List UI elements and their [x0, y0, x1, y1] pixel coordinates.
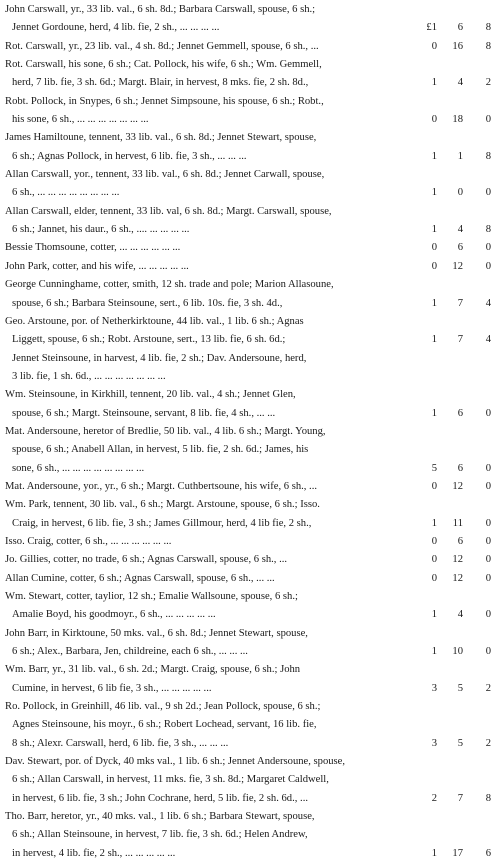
amount-pounds: 5: [431, 462, 437, 474]
entry-amount: [413, 643, 497, 661]
entry-text: Wm. Park, tennent, 30 lib. val., 6 sh.; Margt. Arstoune, spouse, 6 sh.; Isso.: [5, 499, 320, 511]
entry-text-continuation: herd, 7 lib. fie, 3 sh. 6d.; Margt. Blair, in hervest, 8 mks. fie, 2 sh. 8d.,: [12, 77, 309, 89]
amount-pence: 0: [485, 242, 491, 254]
ledger-entry: [0, 239, 500, 257]
amount-pounds: 3: [431, 737, 437, 749]
entry-text-continuation: his sone, 6 sh., ... ... ... ... ... ... ...: [12, 114, 149, 126]
amount-shillings: 18: [452, 114, 463, 126]
entry-text-continuation: 8 sh.; Alexr. Carswall, herd, 6 lib. fie, 3 sh., ... ... ...: [12, 737, 229, 749]
amount-pence: 0: [485, 114, 491, 126]
amount-pence: 4: [485, 297, 491, 309]
amount-pounds: 1: [431, 517, 437, 529]
entry-text-continuation: 6 sh.; Allan Carswall, in hervest, 11 mks. fie, 3 sh. 8d.; Margaret Caldwell,: [12, 774, 329, 786]
entry-text-continuation: spouse, 6 sh.; Margt. Steinsoune, servant, 8 lib. fie, 4 sh., ... ...: [12, 407, 276, 419]
entry-amount: [413, 551, 497, 569]
amount-shillings: 7: [457, 792, 463, 804]
amount-pounds: 1: [431, 77, 437, 89]
ledger-entry: [0, 625, 500, 662]
ledger-entry: [0, 38, 500, 56]
amount-pence: 2: [485, 77, 491, 89]
ledger-entry: [0, 588, 500, 625]
entry-amount: [413, 295, 497, 313]
amount-shillings: 5: [457, 737, 463, 749]
entry-amount: [413, 221, 497, 239]
entry-text: Jo. Gillies, cotter, no trade, 6 sh.; Agnas Carswall, spouse, 6 sh., ...: [5, 554, 288, 566]
entry-text: Rot. Carswall, yr., 23 lib. val., 4 sh. 8d.; Jennet Gemmell, spouse, 6 sh., ...: [5, 40, 319, 52]
amount-pounds: 0: [431, 40, 437, 52]
amount-pounds: 1: [431, 407, 437, 419]
amount-shillings: 6: [457, 462, 463, 474]
amount-pounds: 0: [431, 480, 437, 492]
entry-text-continuation: 6 sh.; Alex., Barbara, Jen, childreine, each 6 sh., ... ... ...: [12, 646, 248, 658]
entry-text: Wm. Barr, yr., 31 lib. val., 6 sh. 2d.; Margt. Craig, spouse, 6 sh.; John: [5, 664, 301, 676]
amount-pounds: £1: [426, 22, 437, 34]
ledger-entry: [0, 56, 500, 93]
amount-pounds: 1: [431, 847, 437, 859]
entry-text: John Park, cotter, and his wife, ... ... ... ... ...: [5, 260, 189, 272]
entry-amount: [413, 533, 497, 551]
ledger-entry: [0, 533, 500, 551]
entry-text-continuation: Craig, in hervest, 6 lib. fie, 3 sh.; James Gillmour, herd, 4 lib fie, 2 sh.,: [12, 517, 312, 529]
entry-text: Mat. Andersoune, heretor of Bredlie, 50 lib. val., 4 lib. 6 sh.; Margt. Young,: [5, 425, 326, 437]
amount-shillings: 12: [452, 480, 463, 492]
entry-text-continuation: sone, 6 sh., ... ... ... ... ... ... ... ...: [12, 462, 145, 474]
amount-pence: 8: [485, 22, 491, 34]
amount-pence: 8: [485, 150, 491, 162]
amount-pence: 8: [485, 224, 491, 236]
entry-text: Wm. Stewart, cotter, taylior, 12 sh.; Emalie Wallsoune, spouse, 6 sh.;: [5, 591, 298, 602]
amount-pounds: 2: [431, 792, 437, 804]
entry-text-continuation: Cumine, in hervest, 6 lib fie, 3 sh., ... ... ... ... ...: [12, 682, 212, 694]
amount-pounds: 0: [431, 572, 437, 584]
entry-amount: [413, 405, 497, 423]
entry-amount: [413, 478, 497, 496]
entry-amount: [413, 19, 497, 37]
ledger-entry: [0, 808, 500, 863]
amount-pence: 0: [485, 517, 491, 529]
entry-text: Bessie Thomsoune, cotter, ... ... ... ... ... ...: [5, 242, 181, 254]
entry-amount: [413, 845, 497, 863]
amount-pounds: 1: [431, 187, 437, 199]
amount-shillings: 6: [457, 535, 463, 547]
entry-text: Mat. Andersoune, yor., yr., 6 sh.; Margt. Cuthbertsoune, his wife, 6 sh., ...: [5, 480, 318, 492]
amount-shillings: 12: [452, 572, 463, 584]
entry-text-continuation: in hervest, 6 lib. fie, 3 sh.; John Cochrane, herd, 5 lib. fie, 2 sh. 6d., ...: [12, 792, 308, 804]
amount-pounds: 3: [431, 682, 437, 694]
amount-shillings: 6: [457, 407, 463, 419]
amount-pounds: 0: [431, 554, 437, 566]
amount-pounds: 0: [431, 242, 437, 254]
amount-pence: 0: [485, 480, 491, 492]
entry-amount: [413, 790, 497, 808]
entry-text-continuation: 6 sh.; Allan Steinsoune, in hervest, 7 lib. fie, 3 sh. 6d.; Helen Andrew,: [12, 829, 308, 841]
entry-text-continuation: in hervest, 4 lib. fie, 2 sh., ... ... ... ... ...: [12, 847, 176, 859]
amount-shillings: 4: [457, 609, 463, 621]
entry-text: Tho. Barr, heretor, yr., 40 mks. val., 1 lib. 6 sh.; Barbara Stewart, spouse,: [5, 811, 315, 823]
entry-text-continuation: Jennet Gordoune, herd, 4 lib. fie, 2 sh., ... ... ... ...: [12, 22, 220, 34]
amount-pounds: 0: [431, 114, 437, 126]
amount-pence: 0: [485, 187, 491, 199]
ledger-entry: [0, 698, 500, 753]
entry-text-continuation: 6 sh.; Jannet, his daur., 6 sh., .... ... ... ... ...: [12, 224, 190, 236]
ledger-entry: [0, 129, 500, 166]
amount-pence: 0: [485, 535, 491, 547]
amount-pence: 2: [485, 682, 491, 694]
entry-amount: [413, 606, 497, 624]
amount-shillings: 5: [457, 682, 463, 694]
amount-pounds: 0: [431, 260, 437, 272]
entry-text: Robt. Pollock, in Snypes, 6 sh.; Jennet Simpsoune, his spouse, 6 sh.; Robt.,: [5, 95, 324, 107]
ledger-entry: [0, 423, 500, 478]
amount-shillings: 12: [452, 554, 463, 566]
ledger-entry: [0, 313, 500, 386]
entry-text-continuation: Liggett, spouse, 6 sh.; Robt. Arstoune, sert., 13 lib. fie, 6 sh. 6d.;: [12, 334, 286, 346]
amount-pence: 8: [485, 40, 491, 52]
entry-amount: [413, 148, 497, 166]
ledger-entry: [0, 166, 500, 203]
entry-text: Geo. Arstoune, por. of Netherkirktoune, 44 lib. val., 1 lib. 6 sh.; Agnas: [5, 315, 304, 327]
entry-amount: [413, 239, 497, 257]
ledger-entry: [0, 753, 500, 808]
entry-text-continuation: Jennet Steinsoune, in harvest, 4 lib. fie, 2 sh.; Dav. Andersoune, herd,: [12, 352, 307, 364]
entry-amount: [413, 38, 497, 56]
entry-text: Allan Carswall, elder, tennent, 33 lib. val, 6 sh. 8d.; Margt. Carswall, spouse,: [5, 205, 332, 217]
amount-pounds: 1: [431, 334, 437, 346]
amount-shillings: 12: [452, 260, 463, 272]
amount-pence: 0: [485, 407, 491, 419]
entry-text: Dav. Stewart, por. of Dyck, 40 mks val., 1 lib. 6 sh.; Jennet Andersoune, spouse,: [5, 756, 346, 768]
entry-text-continuation: 6 sh., ... ... ... ... ... ... ... ...: [12, 187, 120, 199]
entry-text-continuation: Agnes Steinsoune, his moyr., 6 sh.; Robert Lochead, servant, 16 lib. fie,: [12, 719, 317, 731]
entry-amount: [413, 515, 497, 533]
entry-text-continuation: spouse, 6 sh.; Barbara Steinsoune, sert., 6 lib. 10s. fie, 3 sh. 4d.,: [12, 297, 283, 309]
amount-shillings: 1: [457, 150, 463, 162]
entry-text-continuation: spouse, 6 sh.; Anabell Allan, in hervest, 5 lib. fie, 2 sh. 6d.; James, his: [12, 444, 309, 456]
entry-amount: [413, 570, 497, 588]
entry-text: John Barr, in Kirktoune, 50 mks. val., 6 sh. 8d.; Jennet Stewart, spouse,: [5, 627, 308, 639]
entry-text-continuation: Amalie Boyd, his goodmoyr., 6 sh., ... ... ... ... ...: [12, 609, 216, 621]
amount-shillings: 6: [457, 242, 463, 254]
ledger-entry: [0, 478, 500, 496]
amount-pence: 0: [485, 554, 491, 566]
ledger-entry: [0, 1, 500, 38]
entry-amount: [413, 111, 497, 129]
entry-amount: [413, 735, 497, 753]
ledger-entry: [0, 203, 500, 240]
amount-pounds: 0: [431, 535, 437, 547]
entry-text: James Hamiltoune, tennent, 33 lib. val., 6 sh. 8d.; Jennet Stewart, spouse,: [5, 132, 317, 144]
entry-amount: [413, 258, 497, 276]
amount-pounds: 1: [431, 646, 437, 658]
amount-pence: 0: [485, 462, 491, 474]
amount-pence: 6: [485, 847, 491, 859]
amount-shillings: 7: [457, 334, 463, 346]
entry-text: Wm. Steinsoune, in Kirkhill, tennent, 20 lib. val., 4 sh.; Jennet Glen,: [5, 389, 296, 401]
amount-pence: 2: [485, 737, 491, 749]
entry-amount: [413, 331, 497, 349]
entry-text: Isso. Craig, cotter, 6 sh., ... ... ... ... ... ...: [5, 535, 172, 547]
entry-text: Allan Carswall, yor., tennent, 33 lib. val., 6 sh. 8d.; Jennet Carwall, spouse,: [5, 169, 325, 181]
entry-amount: [413, 680, 497, 698]
amount-shillings: 16: [452, 40, 463, 52]
amount-pence: 0: [485, 572, 491, 584]
amount-shillings: 7: [457, 297, 463, 309]
amount-shillings: 4: [457, 224, 463, 236]
amount-shillings: 17: [452, 847, 463, 859]
amount-pence: 0: [485, 260, 491, 272]
amount-shillings: 10: [452, 646, 463, 658]
amount-pounds: 1: [431, 150, 437, 162]
entry-text: Rot. Carswall, his sone, 6 sh.; Cat. Pollock, his wife, 6 sh.; Wm. Gemmell,: [5, 59, 322, 71]
ledger-entry: [0, 386, 500, 423]
amount-pence: 8: [485, 792, 491, 804]
entry-text-continuation: 6 sh.; Agnas Pollock, in hervest, 6 lib. fie, 3 sh., ... ... ...: [12, 150, 247, 162]
amount-pounds: 1: [431, 224, 437, 236]
ledger-entry: [0, 258, 500, 276]
entry-amount: [413, 460, 497, 478]
amount-pounds: 1: [431, 297, 437, 309]
amount-pounds: 1: [431, 609, 437, 621]
entry-text: Allan Cumine, cotter, 6 sh.; Agnas Carswall, spouse, 6 sh., ... ...: [5, 572, 275, 584]
amount-shillings: 4: [457, 77, 463, 89]
amount-pence: 0: [485, 646, 491, 658]
ledger-entry: [0, 661, 500, 698]
ledger-entry: [0, 496, 500, 533]
entry-text: Ro. Pollock, in Greinhill, 46 lib. val., 9 sh 2d.; Jean Pollock, spouse, 6 sh.;: [5, 701, 321, 713]
amount-pence: 4: [485, 334, 491, 346]
amount-shillings: 0: [457, 187, 463, 199]
ledger-entry: [0, 551, 500, 569]
ledger-entry: [0, 93, 500, 130]
entry-text: George Cunninghame, cotter, smith, 12 sh. trade and pole; Marion Allasoune,: [5, 279, 334, 291]
ledger-entry: [0, 276, 500, 313]
ledger-entry: [0, 570, 500, 588]
amount-pence: 0: [485, 609, 491, 621]
amount-shillings: 11: [452, 517, 463, 529]
entry-text: John Carswall, yr., 33 lib. val., 6 sh. 8d.; Barbara Carswall, spouse, 6 sh.;: [5, 4, 316, 15]
entry-amount: [413, 184, 497, 202]
entry-text-continuation: 3 lib. fie, 1 sh. 6d., ... ... ... ... ... ... ...: [12, 370, 166, 382]
amount-shillings: 6: [457, 22, 463, 34]
entry-amount: [413, 74, 497, 92]
